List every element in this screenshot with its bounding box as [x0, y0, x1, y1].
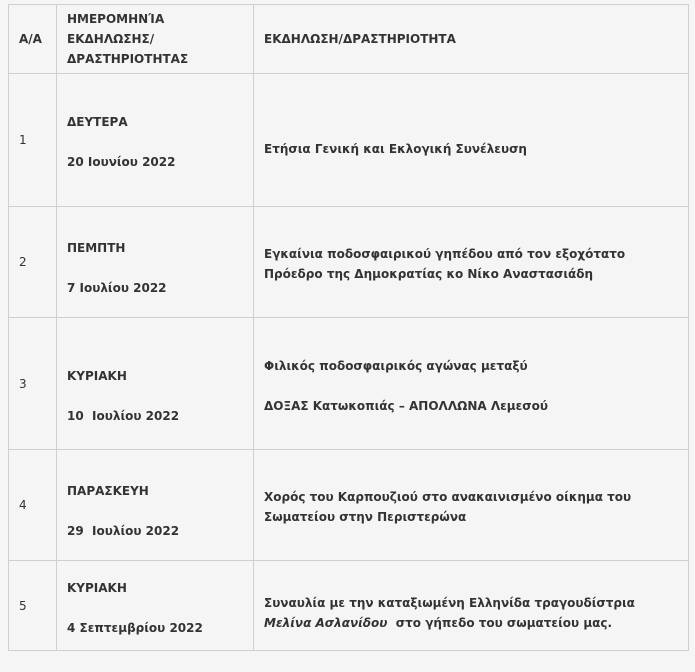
header-date-line2: ΕΚΔΗΛΩΣΗΣ/ — [67, 32, 155, 46]
events-table — [8, 4, 689, 651]
row-date: 29 Ιουλίου 2022 — [67, 524, 180, 538]
header-date-line1: ΗΜΕΡΟΜΗΝΊΑ — [67, 12, 165, 26]
row-date: 7 Ιουλίου 2022 — [67, 281, 167, 295]
row-event-cell — [254, 561, 689, 651]
row-date: 20 Ιουνίου 2022 — [67, 155, 176, 169]
row-event-line1: Χορός του Καρπουζιού στο ανακαινισμένο οίκημα του — [264, 490, 632, 504]
row-date: 4 Σεπτεμβρίου 2022 — [67, 620, 203, 635]
row-number: 2 — [9, 207, 57, 318]
table-row — [9, 74, 689, 207]
row-event-text: Ετήσια Γενική και Εκλογική Συνέλευση — [264, 142, 527, 156]
header-event: ΕΚΔΗΛΩΣΗ/ΔΡΑΣΤΗΡΙΟΤΗΤΑ — [254, 5, 689, 74]
row-day: ΚΥΡΙΑΚΗ — [67, 368, 127, 383]
row-date-cell — [57, 207, 254, 318]
row-event-cell — [254, 207, 689, 318]
row-event-line2: ΔΟΞΑΣ Κατωκοπιάς – ΑΠΟΛΛΩΝΑ Λεμεσού — [264, 398, 548, 413]
row-date-cell — [57, 561, 254, 651]
row-event-line1: Φιλικός ποδοσφαιρικός αγώνας μεταξύ — [264, 358, 528, 373]
row-number: 5 — [9, 561, 57, 651]
row-event-artist: Μελίνα Ασλανίδου — [264, 615, 388, 630]
row-event-line1: Εγκαίνια ποδοσφαιρικού γηπέδου από τον εξοχότατο — [264, 247, 626, 261]
row-date-cell — [57, 318, 254, 450]
row-event-line2: Σωματείου στην Περιστερώνα — [264, 510, 467, 524]
row-event-line1: Συναυλία με την καταξιωμένη Ελληνίδα τραγουδίστρια — [264, 595, 635, 610]
header-date — [57, 5, 254, 74]
row-date-cell — [57, 74, 254, 207]
row-date: 10 Ιουλίου 2022 — [67, 408, 180, 423]
row-event-cell — [254, 74, 689, 207]
row-date-cell — [57, 450, 254, 561]
table-row — [9, 207, 689, 318]
row-event-cell — [254, 318, 689, 450]
row-event-line2-rest: στο γήπεδο του σωματείου μας. — [387, 615, 613, 630]
row-event-line2 — [264, 613, 678, 633]
table-header-row — [9, 5, 689, 74]
row-number: 4 — [9, 450, 57, 561]
table-row — [9, 318, 689, 450]
row-day: ΠΕΜΠΤΗ — [67, 241, 126, 255]
row-number: 1 — [9, 74, 57, 207]
table-row — [9, 561, 689, 651]
table-row — [9, 450, 689, 561]
row-number: 3 — [9, 318, 57, 450]
row-event-cell — [254, 450, 689, 561]
header-date-line3: ΔΡΑΣΤΗΡΙΟΤΗΤΑΣ — [67, 52, 189, 66]
row-day: ΔΕΥΤΕΡΑ — [67, 115, 128, 129]
row-day: ΚΥΡΙΑΚΗ — [67, 580, 127, 595]
row-event-line2: Πρόεδρο της Δημοκρατίας κο Νίκο Αναστασιάδη — [264, 267, 594, 281]
row-day: ΠΑΡΑΣΚΕΥΗ — [67, 484, 149, 498]
header-num: Α/Α — [9, 5, 57, 74]
